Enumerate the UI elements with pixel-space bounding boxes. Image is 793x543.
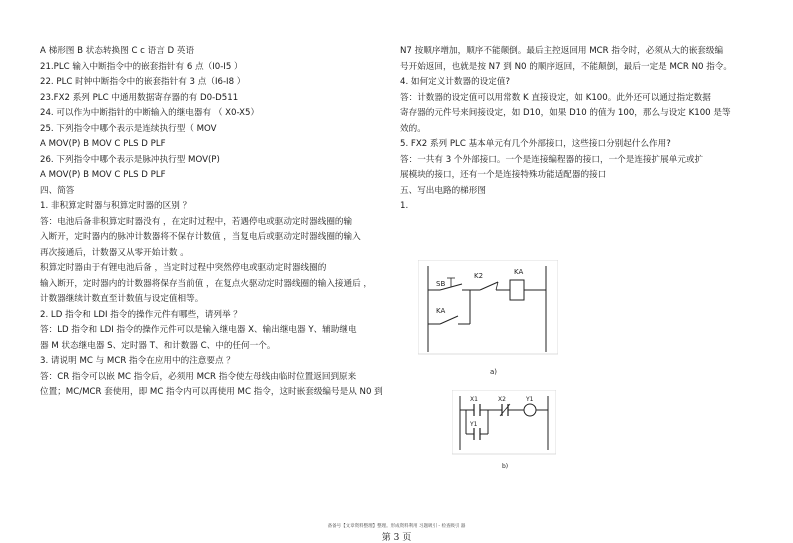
label-ka-contact: KA: [436, 307, 446, 315]
question-22: 22. PLC 时钟中断指令中的嵌套指针有 3 点（I6-I8 ）: [40, 77, 246, 87]
sa-question-3: 3. 请说明 MC 与 MCR 指令在应用中的注意要点 ？: [40, 356, 235, 366]
ladder-diagram-b: [452, 390, 556, 474]
caption-b: b): [502, 463, 509, 470]
answer-options-26: A MOV(P) B MOV C PLS D PLF: [40, 170, 166, 180]
question-21: 21.PLC 输入中断指令中的嵌套指针有 6 点（I0-I5 ）: [40, 61, 243, 72]
sa-question-1: 1. 非积算定时器与积算定时器的区别 ？: [40, 201, 192, 211]
caption-a: a): [490, 368, 498, 376]
sa-answer-1-line-1: 答：电池后备非积算定时器没有 ，在定时过程中，若遇停电或驱动定时器线圈的输: [40, 216, 353, 227]
sa-answer-1-line-2: 入断开，定时器内的脉冲计数器将不保存计数值 ，当复电后或驱动定时器线圈的输入: [40, 232, 361, 242]
answer-options-20: A 梯形图 B 状态转换图 C c 语言 D 英语: [40, 46, 195, 56]
sa-answer-1-line-3: 再次接通后，计数器又从零开始计数 。: [40, 247, 189, 258]
sa-answer-2-line-1: 答：LD 指令和 LDI 指令的操作元件可以是输入继电器 X、输出继电器 Y、辅助继电: [40, 325, 357, 335]
label-x2: X2: [498, 396, 506, 403]
label-y1-coil: Y1: [526, 396, 534, 403]
sa-answer-3-line-4: 号开始返回，也就是按 N7 到 N0 的顺序返回，不能颠倒，最后一定是 MCR N0 指令。: [400, 61, 733, 72]
sa-answer-3-line-2: 位置；MC/MCR 套使用，即 MC 指令内可以再使用 MC 指令，这时嵌套级编号是从 N0 到: [40, 387, 383, 397]
sa-answer-4-line-2: 寄存器的元件号来间接设定，如 D10，如果 D10 的值为 100，那么与设定 K100 是等: [400, 108, 731, 118]
label-sb: SB: [436, 280, 446, 288]
question-25: 25. 下列指令中哪个表示是连续执行型（ MOV: [40, 123, 217, 134]
question-24: 24. 可以作为中断指针的中断输入的继电器有 （ X0-X5）: [40, 108, 260, 118]
sa-answer-3-line-3: N7 按顺序增加，顺序不能颠倒。最后主控返回用 MCR 指令时，必须从大的嵌套级编: [400, 46, 724, 56]
label-y1-contact: Y1: [470, 421, 478, 428]
question-26: 26. 下列指令中哪个表示是脉冲执行型 MOV(P): [40, 154, 220, 165]
question-23: 23.FX2 系列 PLC 中通用数据寄存器的有 D0-D511: [40, 92, 239, 103]
sa-answer-1-line-4: 积算定时器由于有锂电池后备 ，当定时过程中突然停电或驱动定时器线圈的: [40, 263, 327, 273]
sa-question-2: 2. LD 指令和 LDI 指令的操作元件有哪些，请列举 ？: [40, 309, 242, 320]
sa-answer-4-line-3: 效的。: [400, 123, 426, 134]
label-k2: K2: [474, 272, 484, 280]
page-number: 第 3 页: [381, 533, 412, 543]
sa-answer-1-line-5: 输入断开，定时器内的计数器将保存当前值 ，在复点火驱动定时器线圈的输入接通后 ，: [40, 278, 373, 289]
ladder-item-1: 1.: [400, 201, 409, 211]
sa-answer-5-line-1: 答：一共有 3 个外部接口。一个是连接编程器的接口，一个是连接扩展单元或扩: [400, 154, 704, 165]
section-heading-ladder: 五、写出电路的梯形图: [400, 185, 486, 196]
sa-answer-2-line-2: 器 M 状态继电器 S、定时器 T、和计数器 C、中的任何一个。: [40, 340, 276, 351]
answer-options-25: A MOV(P) B MOV C PLS D PLF: [40, 139, 166, 149]
circuit-diagram-a: [418, 260, 558, 385]
label-ka-coil: KA: [514, 268, 524, 276]
footer-note: 备备号【文章资料整理】整理。形成资料利用 习题吸引 - 检查吸引 器: [327, 524, 466, 529]
label-x1: X1: [470, 396, 478, 403]
sa-question-5: 5. FX2 系列 PLC 基本单元有几个外部接口，这些接口分别起什么作用?: [400, 139, 671, 149]
sa-answer-4-line-1: 答：计数器的设定值可以用常数 K 直接设定，如 K100。此外还可以通过指定数据: [400, 92, 711, 103]
right-column: [400, 44, 750, 215]
sa-answer-5-line-2: 展模块的接口，还有一个是连接特殊功能适配器的接口: [400, 170, 607, 180]
sa-answer-3-line-1: 答：CR 指令可以嵌 MC 指令后，必须用 MCR 指令使左母线由临时位置返回到原来: [40, 371, 357, 382]
sa-answer-1-line-6: 计数器继续计数直至计数值与设定值相等。: [40, 294, 204, 304]
left-column: [40, 44, 388, 401]
section-heading-short-answer: 四、简答: [40, 185, 75, 196]
sa-question-4: 4. 如何定义计数器的设定值?: [400, 77, 511, 87]
